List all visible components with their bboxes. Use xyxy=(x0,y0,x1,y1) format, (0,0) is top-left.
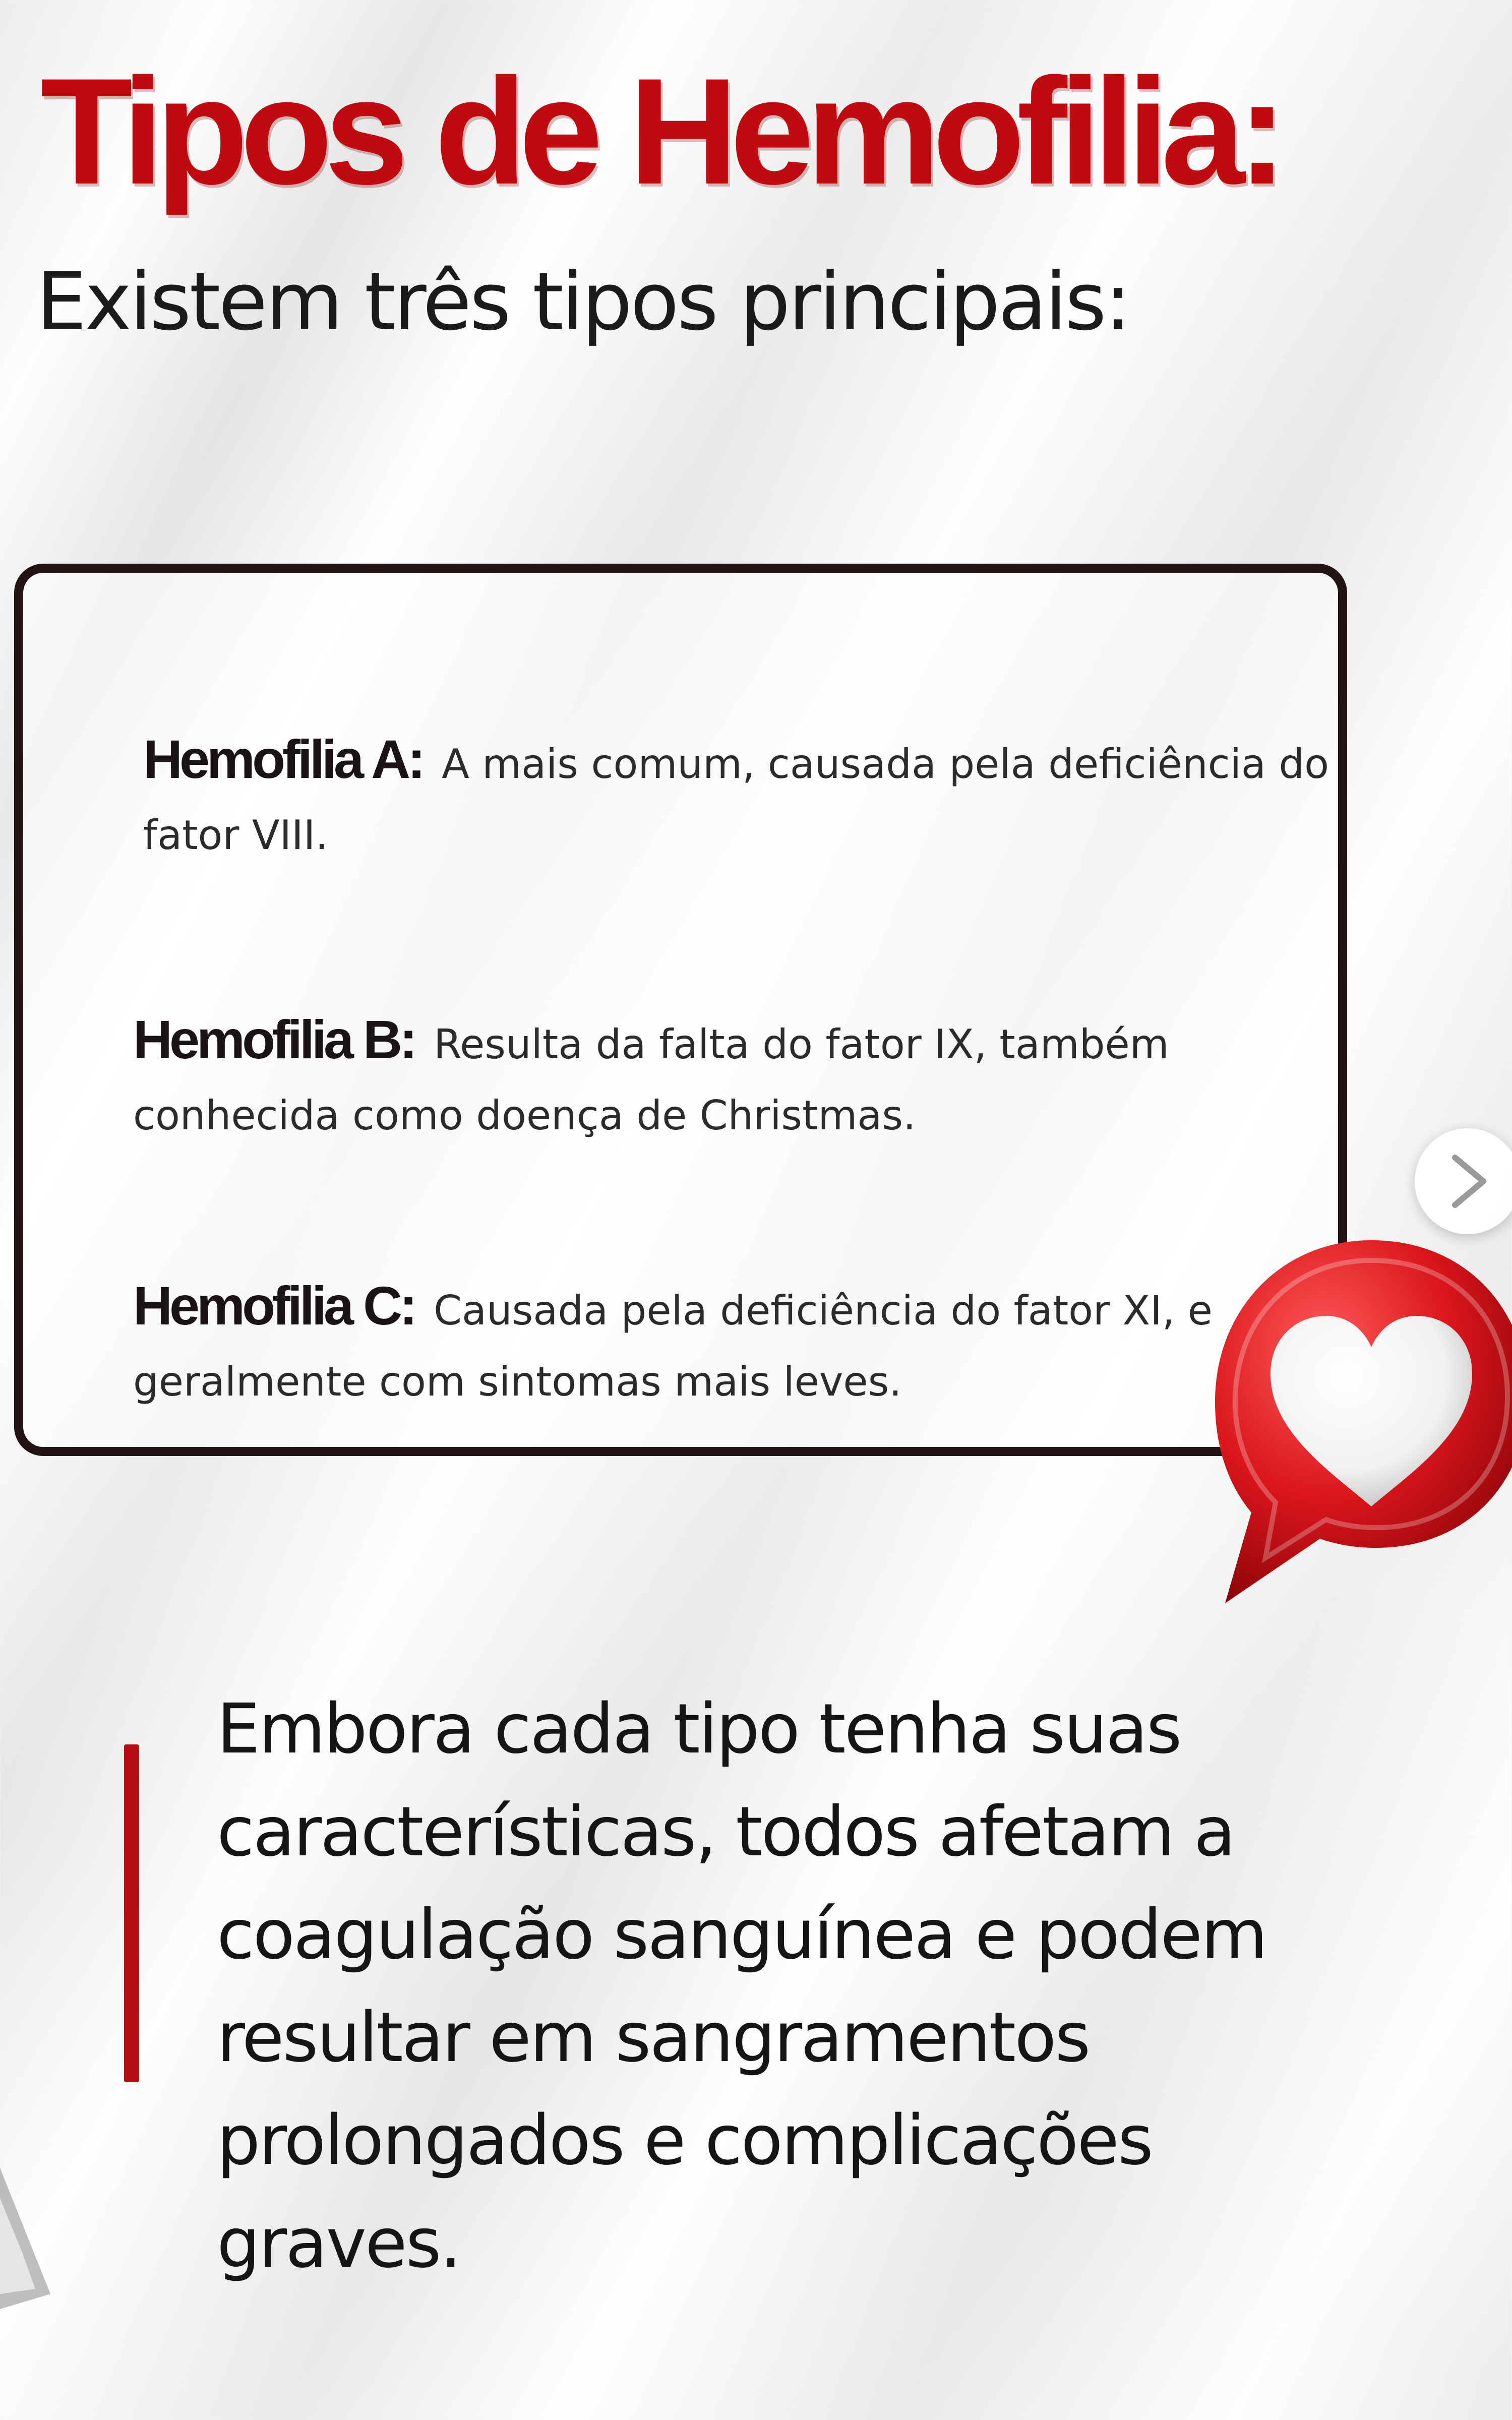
hemophilia-types-card xyxy=(14,564,1347,1456)
type-name-a: Hemofilia A: xyxy=(143,729,423,790)
type-name-b: Hemofilia B: xyxy=(133,1009,415,1070)
type-item-a xyxy=(143,716,1353,868)
page-subtitle: Existem três tipos principais: xyxy=(36,256,1129,348)
type-item-c xyxy=(133,1262,1343,1414)
type-name-c: Hemofilia C: xyxy=(133,1275,415,1336)
summary-text: Embora cada tipo tenha suas características, todos afetam a coagulação sanguínea e podem resultar em sangramentos prolongados e complicações graves. xyxy=(217,1689,1266,2283)
heart-speech-bubble-icon xyxy=(1205,1230,1512,1623)
type-description-b: Resulta da falta do fator IX, também conhecida como doença de Christmas. xyxy=(133,1021,1169,1139)
next-slide-button[interactable] xyxy=(1415,1128,1512,1234)
chevron-right-icon xyxy=(1450,1154,1490,1209)
decorative-corner-icon xyxy=(0,2168,50,2309)
type-description-c: Causada pela deficiência do fator XI, e geralmente com sintomas mais leves. xyxy=(133,1287,1213,1405)
type-description-a: A mais comum, causada pela deficiência do fator VIII. xyxy=(143,741,1329,859)
page-title: Tipos de Hemofilia: xyxy=(40,46,1280,216)
accent-bar xyxy=(124,1744,139,2082)
type-item-b xyxy=(133,996,1343,1148)
